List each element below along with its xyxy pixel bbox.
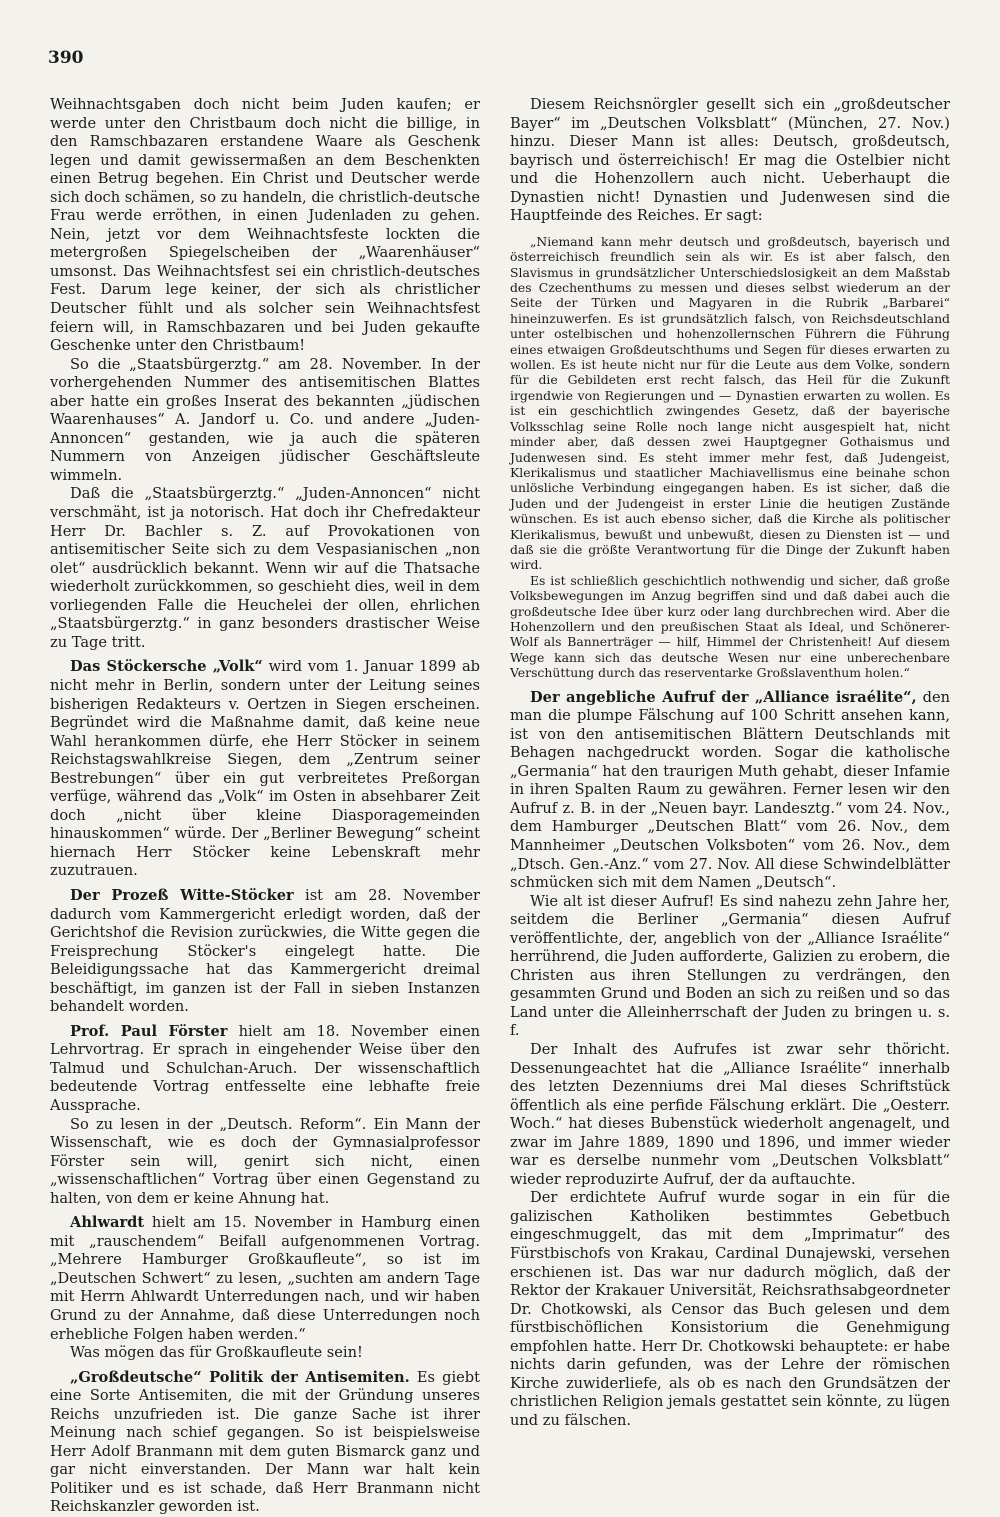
article-body: hielt am 18. November einen Lehrvortrag. Er sprach in eingehender Weise über den Talmud und Schulchan-Aruch. Der wissenschaftlich bedeutende Vortrag entfesselte eine lebhafte freie Aussprache. — [50, 1022, 480, 1114]
paragraph-erdichteter-aufruf: Der erdichtete Aufruf wurde sogar in ein für die galizischen Katholiken bestimmtes Gebetbuch eingeschmuggelt, das mit dem „Imprimatur“ des Fürstbischofs von Krakau, Cardinal Dunajewski, versehen erschienen ist. Das war nur dadurch möglich, daß der Rektor der Krakauer Universität, Reichsrathsabgeordneter Dr. Chotkowski, als Censor das Buch gelesen und dem fürstbischöflichen Konsistorium die Genehmigung empfohlen hatte. Herr Dr. Chotkowski behauptete: er habe nichts darin gefunden, was der Lehre der römischen Kirche zuwiderliefe, als ob es nach den Grundsätzen der christlichen Religion jemals gestattet sein könnte, zu lügen und zu fälschen. — [510, 1189, 950, 1429]
paragraph-inhalt-aufruf: Der Inhalt des Aufrufes ist zwar sehr thöricht. Dessenungeachtet hat die „Alliance Israélite“ innerhalb des letzten Dezenniums drei Mal dieses Schriftstück öffentlich als eine perfide Fälschung erklärt. Die „Oesterr. Woch.“ hat dieses Bubenstück wiederholt angenagelt, und zwar im Jahre 1889, 1890 und 1896, und immer wieder war es derselbe nunmehr vom „Deutschen Volksblatt“ wieder reproduzirte Aufruf, der da auftauchte. — [510, 1041, 950, 1188]
paragraph-reichsnoergler: Diesem Reichsnörgler gesellt sich ein „großdeutscher Bayer“ im „Deutschen Volksblatt“ (München, 27. Nov.) hinzu. Dieser Mann ist alles: Deutsch, großdeutsch, bayrisch und österreichisch! Er mag die Ostelbier nicht und die Hohenzollern auch nicht. Ueberhaupt die Dynastien nicht! Dynastien und Judenwesen sind die Hauptfeinde des Reiches. Er sagt: — [510, 96, 950, 225]
article-title: Prof. Paul Förster — [70, 1022, 228, 1040]
article-body: Es giebt eine Sorte Antisemiten, die mit der Gründung unseres Reichs unzufrieden ist. Die ganze Sache ist ihrer Meinung nach schief gegangen. So ist beispielsweise Herr Adolf Branmann mit dem guten Bismarck ganz und gar nicht einverstanden. Der Mann war halt kein Politiker und es ist schade, daß Herr Branmann nicht Reichskanzler geworden ist. — [50, 1368, 480, 1516]
paragraph-grosskaufleute: Was mögen das für Großkaufleute sein! — [70, 1344, 363, 1362]
left-column — [50, 96, 480, 1517]
article-title: Der Prozeß Witte-Stöcker — [70, 886, 294, 904]
paragraph-juden-annoncen: Daß die „Staatsbürgerztg.“ „Juden-Annoncen“ nicht verschmäht, ist ja notorisch. Hat doch ihr Chefredakteur Herr Dr. Bachler s. Z. auf Provokationen von antisemitischer Seite sich zu dem Vespasianischen „non olet“ ausdrücklich bekannt. Wenn wir auf die Thatsache wiederholt zurückkommen, so geschieht dies, weil in dem vorliegenden Falle die Heuchelei der ollen, ehrlichen „Staatsbürgerztg.“ in ganz besonders drastischer Weise zu Tage tritt. — [50, 485, 480, 651]
article-body: den man die plumpe Fälschung auf 100 Schritt ansehen kann, ist von den antisemitischen Blättern Deutschlands mit Behagen nachgedruckt worden. Sogar die katholische „Germania“ hat den traurigen Muth gehabt, dieser Infamie in ihren Spalten Raum zu gewähren. Ferner lesen wir den Aufruf z. B. in der „Neuen bayr. Landesztg.“ vom 24. Nov., dem Hamburger „Deutschen Blatt“ vom 26. Nov., dem Mannheimer „Deutschen Volksboten“ vom 26. Nov., dem „Dtsch. Gen.-Anz.“ vom 27. Nov. All diese Schwindelblätter schmücken sich mit dem Namen „Deutsch“. — [510, 688, 950, 892]
page-number: 390 — [48, 48, 84, 68]
article-body: hielt am 15. November in Hamburg einen mit „rauschendem“ Beifall aufgenommenen Vortrag. „Mehrere Hamburger Großkaufleute“, so ist im „Deutschen Schwert“ zu lesen, „suchten am andern Tage mit Herrn Ahlwardt Unterredungen nach, und wir haben Grund zu der Annahme, daß diese Unterredungen noch erhebliche Folgen haben werden.“ — [50, 1214, 480, 1343]
paragraph-wie-alt: Wie alt ist dieser Aufruf! Es sind nahezu zehn Jahre her, seitdem die Berliner „Germania“ diesen Aufruf veröffentlichte, der, angeblich von der „Alliance Israélite“ herrührend, die Juden aufforderte, Galizien zu erobern, die Christen aus ihren Stellungen zu verdrängen, den gesammten Grund und Boden an sich zu reißen und so das Land unter die Alleinherrschaft der Juden zu bringen u. s. f. — [510, 892, 950, 1040]
article-paul-foerster — [50, 1023, 480, 1116]
quote-block-2: Es ist schließlich geschichtlich nothwendig und sicher, daß große Volksbewegungen im Anzug begriffen sind und daß dabei auch die großdeutsche Idee über kurz oder lang durchbrechen wird. Aber die Hohenzollern und den preußischen Staat als Ideal, und Schönerer-Wolf als Bannerträger — hilf, Himmel der Christenheit! Auf diesem Wege kann sich das deutsche Wesen nur eine unberechenbare Verschüttung durch das reserventarke Großslaventhum holen.“ — [510, 572, 950, 681]
article-title: Das Stöckersche „Volk“ — [70, 658, 263, 676]
paragraph-weihnachtsgaben: Weihnachtsgaben doch nicht beim Juden kaufen; er werde unter den Christbaum doch nicht die billige, in den Ramschbazaren erstandene Waare als Geschenk legen und damit gewissermaßen an dem Beschenkten einen Betrug begehen. Ein Christ und Deutscher werde sich doch schämen, so zu handeln, die christlich-deutsche Frau werde erröthen, in einen Judenladen zu gehen. Nein, jetzt vor dem Weihnachtsfeste lockten die metergroßen Spiegelscheiben der „Waarenhäuser“ umsonst. Das Weihnachtsfest sei ein christlich-deutsches Fest. Darum lege keiner, der sich als christlicher Deutscher fühlt und als solcher sein Weihnachtsfest feiern will, in Ramschbazaren und bei Juden gekaufte Geschenke unter den Christbaum! — [50, 96, 480, 355]
right-column — [510, 96, 950, 1430]
article-prozess-witte-stoecker — [50, 887, 480, 1017]
article-ahlwardt — [50, 1214, 480, 1344]
article-stoecker-volk — [50, 658, 480, 881]
article-title: Ahlwardt — [70, 1214, 145, 1232]
paragraph-staatsbuergerztg: So die „Staatsbürgerztg.“ am 28. November. In der vorhergehenden Nummer des antisemitischen Blattes aber hatte ein großes Inserat des bekannten „jüdischen Waarenhauses“ A. Jandorf u. Co. und andere „Juden-Annoncen“ gestanden, wie ja auch die späteren Nummern von Anzeigen jüdischer Geschäftsleute wimmeln. — [50, 355, 480, 484]
article-body: ist am 28. November dadurch vom Kammergericht erledigt worden, daß der Gerichtshof die Revision zurückwies, die Witte gegen die Freisprechung Stöcker's eingelegt hatte. Die Beleidigungssache hat das Kammergericht dreimal beschäftigt, im ganzen ist der Fall in sieben Instanzen behandelt worden. — [50, 886, 480, 1016]
article-body: wird vom 1. Januar 1899 ab nicht mehr in Berlin, sondern unter der Leitung seines bisherigen Redakteurs v. Oertzen in Siegen erscheinen. Begründet wird die Maßnahme damit, daß keine neue Wahl herankommen dürfe, ehe Herr Stöcker in seinem Reichstagswahlkreise Siegen, dem „Zentrum seiner Bestrebungen“ über ein gut verbreitetes Preßorgan verfüge, während das „Volk“ im Osten in absehbarer Zeit doch „nicht über kleine Diasporagemeinden hinauskommen“ würde. Der „Berliner Bewegung“ scheint hiernach Herr Stöcker keine Lebenskraft mehr zuzutrauen. — [50, 658, 480, 880]
article-alliance-israelite — [510, 689, 950, 893]
article-title: Der angebliche Aufruf der „Alliance israélite“, — [530, 688, 917, 706]
article-title: „Großdeutsche“ Politik der Antisemiten. — [70, 1368, 410, 1386]
article-grossdeutsche-politik — [50, 1369, 480, 1517]
quote-block-1: „Niemand kann mehr deutsch und großdeutsch, bayerisch und österreichisch freundlich sein als wir. Es ist aber falsch, den Slavismus in grundsätzlicher Unterschiedslosigkeit an dem Maßstab des Czechenthums zu messen und dieses selbst wiederum an der Seite der Türken und Magyaren in die Rubrik „Barbarei“ hineinzuwerfen. Es ist grundsätzlich falsch, von Reichsdeutschland unter ostelbischen und hohenzollernschen Führern die Führung eines etwaigen Großdeutschthums und Segen für dieses erwarten zu wollen. Es ist heute nicht nur für die Leute aus dem Volke, sondern für die Gebildeten erst recht falsch, das Heil für die Zukunft irgendwie von Regierungen und — Dynastien erwarten zu wollen. Es ist ein geschichtlich zwingendes Gesetz, daß der bayerische Volksschlag seine Rolle noch lange nicht ausgespielt hat, nicht minder aber, daß dessen zwei Hauptgegner Gothaismus und Judenwesen sind. Es steht immer mehr fest, daß Judengeist, Klerikalismus und staatlicher Machiavellismus eine beinahe schon unlösliche Verbindung eingegangen haben. Es ist sicher, daß die Juden und der Judengeist in erster Linie die heutigen Zustände wünschen. Es ist auch ebenso sicher, daß die Kirche als politischer Klerikalismus, bewußt und unbewußt, diesen zu Diensten ist — und daß sie die größte Verantwortung für die Dinge der Zukunft haben wird. — [510, 233, 950, 573]
paragraph-deutsch-reform: So zu lesen in der „Deutsch. Reform“. Ein Mann der Wissenschaft, wie es doch der Gymnasialprofessor Förster sein will, genirt sich nicht, einen „wissenschaftlichen“ Vortrag über einen Gegenstand zu halten, von dem er keine Ahnung hat. — [50, 1115, 480, 1207]
